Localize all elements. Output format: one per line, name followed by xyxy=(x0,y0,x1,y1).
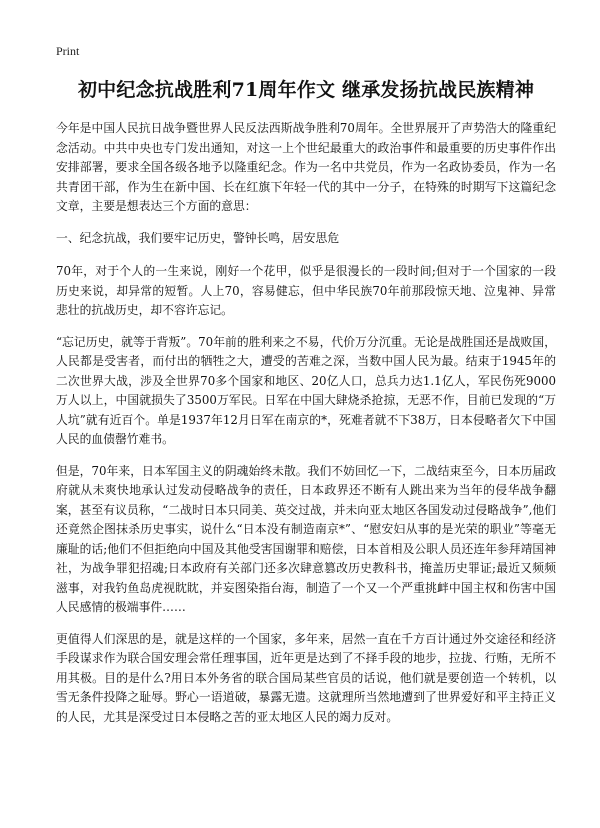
article-paragraph: 70年，对于个人的一生来说，刚好一个花甲，似乎是很漫长的一段时间;但对于一个国家的一段历史来说，却异常的短暂。人上70，容易健忘，但中华民族70年前那段惊天地、泣鬼神、异常悲壮的抗战历史，却不容许忘记。 xyxy=(56,264,556,317)
article-paragraph: “忘记历史，就等于背叛”。70年前的胜利来之不易，代价万分沉重。无论是战胜国还是战败国，人民都是受害者，而付出的牺牲之大，遭受的苦难之深，当数中国人民为最。结束于1945年的二次世界大战，涉及全世界70多个国家和地区、20亿人口，总兵力达1.1亿人，军民伤死9000万人以上，中国就损失了3500万军民。日军在中国大肆烧杀抢掠，无恶不作，目前已发现的“万人坑”就有近百个。单是1937年12月日军在南京的*，死难者就不下38万，日本侵略者欠下中国人民的血债罄竹难书。 xyxy=(56,334,556,446)
article-paragraph: 但是，70年来，日本军国主义的阴魂始终未散。我们不妨回忆一下，二战结束至今，日本历届政府就从未爽快地承认过发动侵略战争的责任，日本政界还不断有人跳出来为当年的侵华战争翻案，甚至有议员称，“二战时日本只同美、英交过战，并未向亚太地区各国发动过侵略战争”,他们还竟然企图抹杀历史事实，说什么“日本没有制造南京*”、“慰安妇从事的是光荣的职业”等毫无廉耻的话;他们不但拒绝向中国及其他受害国谢罪和赔偿，日本首相及公职人员还连年参拜靖国神社，为战争罪犯招魂;日本政府有关部门还多次肆意篡改历史教科书，掩盖历史罪证;最近又频频滋事，对我钓鱼岛虎视眈眈，并妄图染指台海，制造了一个又一个严重挑衅中国主权和伤害中国人民感情的极端事件…… xyxy=(56,463,556,614)
article-paragraph: 更值得人们深思的是，就是这样的一个国家，多年来，居然一直在千方百计通过外交途径和经济手段谋求作为联合国安理会常任理事国，近年更是达到了不择手段的地步，拉拢、行贿，无所不用其极。目的是什么?用日本外务省的联合国局某些官员的话说，他们就是要创造一个转机，以雪无条件投降之耻辱。野心一语道破，暴露无遗。这就理所当然地遭到了世界爱好和平主持正义的人民，尤其是深受过日本侵略之苦的亚太地区人民的竭力反对。 xyxy=(56,631,556,724)
article-paragraph: 今年是中国人民抗日战争暨世界人民反法西斯战争胜利70周年。全世界展开了声势浩大的隆重纪念活动。中共中央也专门发出通知，对这一上个世纪最重大的政治事件和最重要的历史事件作出安排部署，要求全国各级各地予以隆重纪念。作为一名中共党员，作为一名政协委员，作为一名共青团干部，作为生在新中国、长在红旗下年轻一代的其中一分子，在特殊的时期写下这篇纪念文章，主要是想表达三个方面的意思： xyxy=(56,121,556,213)
print-label[interactable]: Print xyxy=(56,44,80,58)
section-heading: 一、纪念抗战，我们要牢记历史，警钟长鸣，居安思危 xyxy=(56,230,340,245)
article-title: 初中纪念抗战胜利71周年作文 继承发扬抗战民族精神 xyxy=(77,79,535,101)
